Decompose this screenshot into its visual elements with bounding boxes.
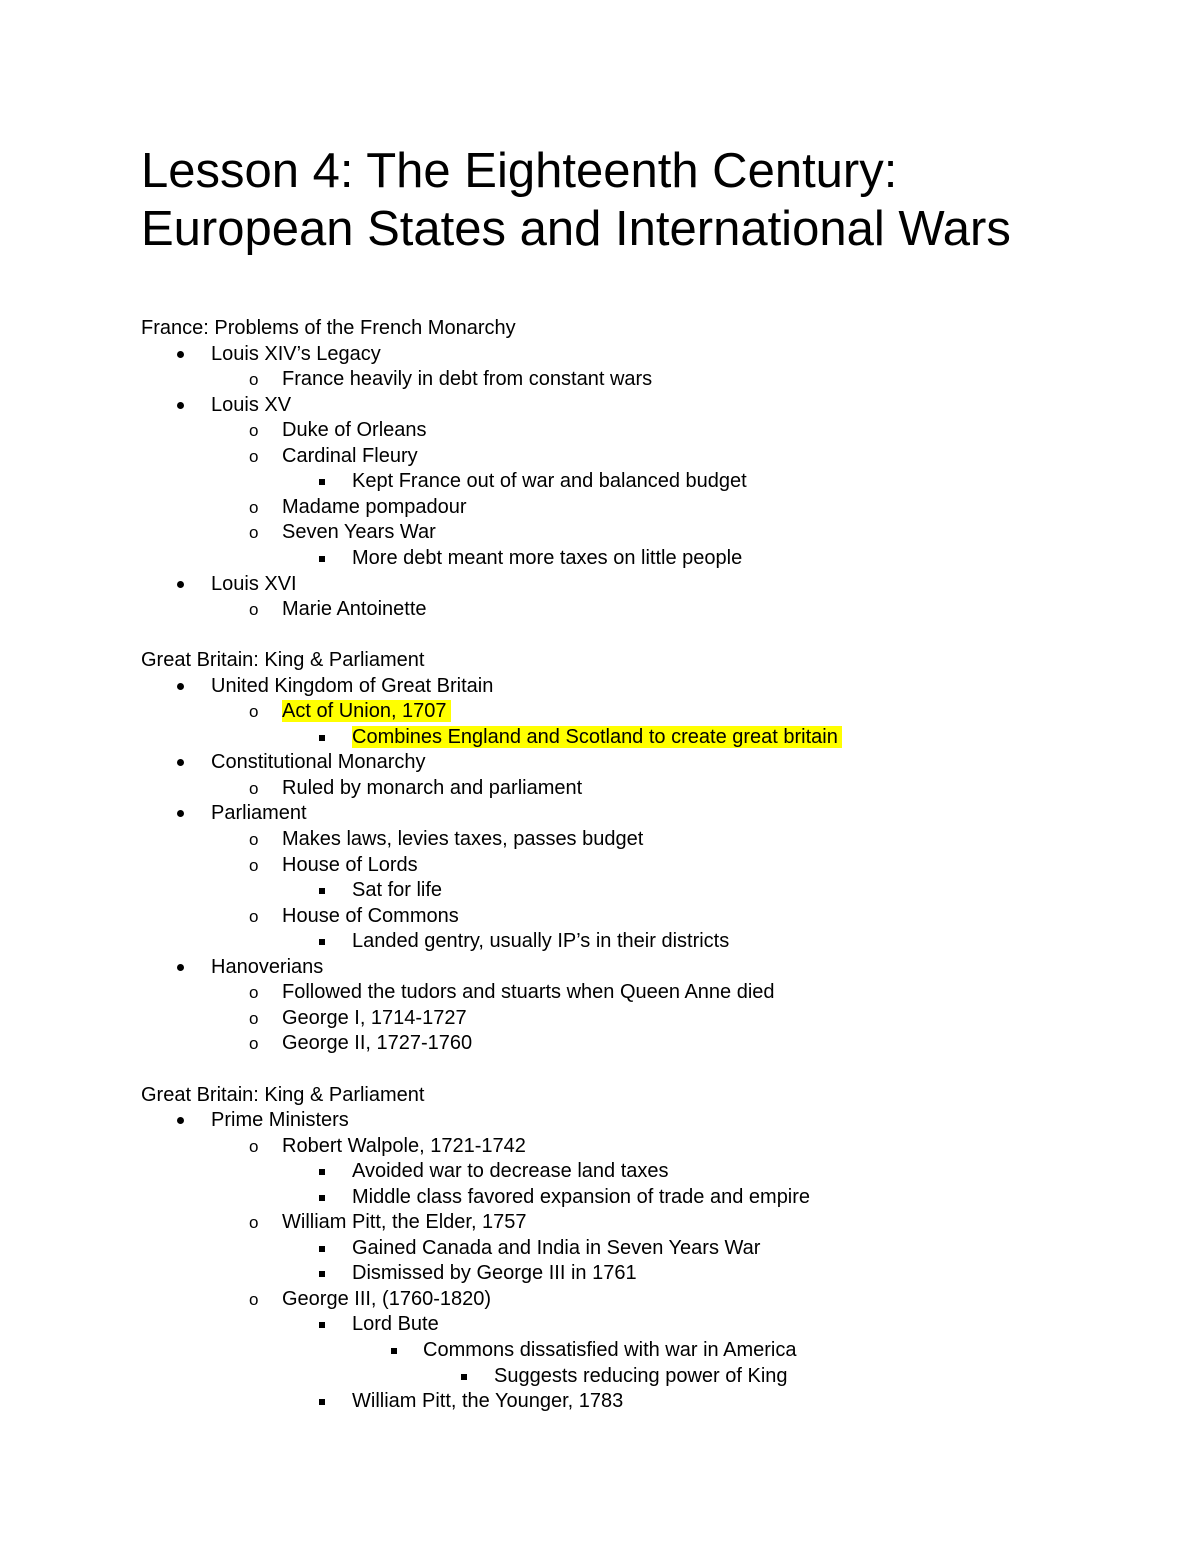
list-item: Robert Walpole, 1721-1742 bbox=[282, 1134, 526, 1157]
bullet-square-icon bbox=[319, 479, 325, 485]
bullet-dot-icon bbox=[177, 402, 184, 409]
bullet-circle-icon: o bbox=[249, 1136, 259, 1156]
bullet-square-icon bbox=[319, 735, 325, 741]
list-item: Marie Antoinette bbox=[282, 598, 427, 621]
list-item: Ruled by monarch and parliament bbox=[282, 776, 583, 799]
list-item: United Kingdom of Great Britain bbox=[211, 674, 494, 697]
bullet-circle-icon: o bbox=[249, 1213, 259, 1233]
bullet-circle-icon: o bbox=[249, 523, 259, 543]
list-item: France heavily in debt from constant wars bbox=[282, 368, 653, 391]
bullet-circle-icon: o bbox=[249, 600, 259, 620]
list-item: Gained Canada and India in Seven Years War bbox=[352, 1236, 761, 1259]
list-item: George I, 1714-1727 bbox=[282, 1006, 467, 1029]
list-item: Commons dissatisfied with war in America bbox=[423, 1339, 797, 1361]
list-item: Hanoverians bbox=[211, 955, 324, 978]
bullet-dot-icon bbox=[177, 759, 184, 766]
list-item: Constitutional Monarchy bbox=[211, 751, 426, 774]
bullet-circle-icon: o bbox=[249, 421, 259, 441]
list-item: Seven Years War bbox=[282, 521, 436, 544]
list-item: Louis XIV’s Legacy bbox=[211, 342, 381, 365]
bullet-circle-icon: o bbox=[249, 906, 259, 926]
list-item: Prime Ministers bbox=[211, 1109, 349, 1132]
list-item: Louis XVI bbox=[211, 572, 297, 595]
bullet-circle-icon: o bbox=[249, 1008, 259, 1028]
bullet-dot-icon bbox=[177, 683, 184, 690]
bullet-circle-icon: o bbox=[249, 855, 259, 875]
bullet-square-icon bbox=[319, 1246, 325, 1252]
list-item: Followed the tudors and stuarts when Queen Anne died bbox=[282, 981, 775, 1004]
list-item: Middle class favored expansion of trade and empire bbox=[352, 1185, 811, 1208]
bullet-square-icon bbox=[319, 1195, 325, 1201]
bullet-circle-icon: o bbox=[249, 1289, 259, 1309]
bullet-dot-icon bbox=[177, 810, 184, 817]
bullet-circle-icon: o bbox=[249, 983, 259, 1003]
highlighted-text: Combines England and Scotland to create great britain bbox=[352, 726, 842, 748]
list-item bbox=[352, 725, 842, 749]
bullet-dot-icon bbox=[177, 1117, 184, 1124]
list-item: Landed gentry, usually IP’s in their districts bbox=[352, 930, 730, 953]
bullet-square-icon bbox=[319, 1322, 325, 1328]
bullet-square-icon bbox=[319, 1271, 325, 1277]
bullet-circle-icon: o bbox=[249, 370, 259, 390]
list-item: Sat for life bbox=[352, 879, 443, 902]
list-item: William Pitt, the Younger, 1783 bbox=[352, 1390, 624, 1413]
list-item: House of Commons bbox=[282, 904, 459, 927]
list-item: Avoided war to decrease land taxes bbox=[352, 1160, 669, 1183]
bullet-square-icon bbox=[461, 1374, 467, 1380]
list-item: Madame pompadour bbox=[282, 495, 467, 518]
list-item: George II, 1727-1760 bbox=[282, 1032, 473, 1055]
bullet-circle-icon: o bbox=[249, 778, 259, 798]
list-item: George III, (1760-1820) bbox=[282, 1287, 492, 1310]
bullet-square-icon bbox=[319, 556, 325, 562]
bullet-circle-icon: o bbox=[249, 446, 259, 466]
highlighted-text: Act of Union, 1707 bbox=[282, 700, 451, 722]
bullet-circle-icon: o bbox=[249, 702, 259, 722]
list-item: Cardinal Fleury bbox=[282, 444, 418, 467]
bullet-dot-icon bbox=[177, 581, 184, 588]
list-item bbox=[282, 699, 451, 723]
list-item: Parliament bbox=[211, 802, 307, 825]
bullet-circle-icon: o bbox=[249, 830, 259, 849]
bullet-square-icon bbox=[391, 1348, 397, 1354]
bullet-square-icon bbox=[319, 1169, 325, 1175]
list-item: William Pitt, the Elder, 1757 bbox=[282, 1211, 527, 1234]
bullet-dot-icon bbox=[177, 964, 184, 971]
list-item: Duke of Orleans bbox=[282, 419, 427, 442]
list-item: Lord Bute bbox=[352, 1313, 439, 1336]
section-heading: France: Problems of the French Monarchy bbox=[141, 317, 516, 339]
list-item: More debt meant more taxes on little people bbox=[352, 546, 743, 569]
bullet-circle-icon: o bbox=[249, 1034, 259, 1054]
list-item: Dismissed by George III in 1761 bbox=[352, 1262, 637, 1285]
document-title bbox=[141, 142, 1141, 258]
bullet-circle-icon: o bbox=[249, 497, 259, 517]
section-heading: Great Britain: King & Parliament bbox=[141, 1083, 425, 1106]
bullet-square-icon bbox=[319, 888, 325, 894]
list-item: Suggests reducing power of King bbox=[494, 1364, 788, 1387]
list-item: Kept France out of war and balanced budget bbox=[352, 470, 747, 493]
bullet-square-icon bbox=[319, 1399, 325, 1405]
bullet-square-icon bbox=[319, 939, 325, 945]
bullet-dot-icon bbox=[177, 351, 184, 358]
list-item: House of Lords bbox=[282, 853, 418, 876]
section-heading: Great Britain: King & Parliament bbox=[141, 649, 425, 672]
title-line-2: European States and International Wars bbox=[141, 202, 1011, 256]
list-item: Louis XV bbox=[211, 393, 292, 416]
list-item: Makes laws, levies taxes, passes budget bbox=[282, 828, 644, 850]
title-line-1: Lesson 4: The Eighteenth Century: bbox=[141, 144, 898, 198]
